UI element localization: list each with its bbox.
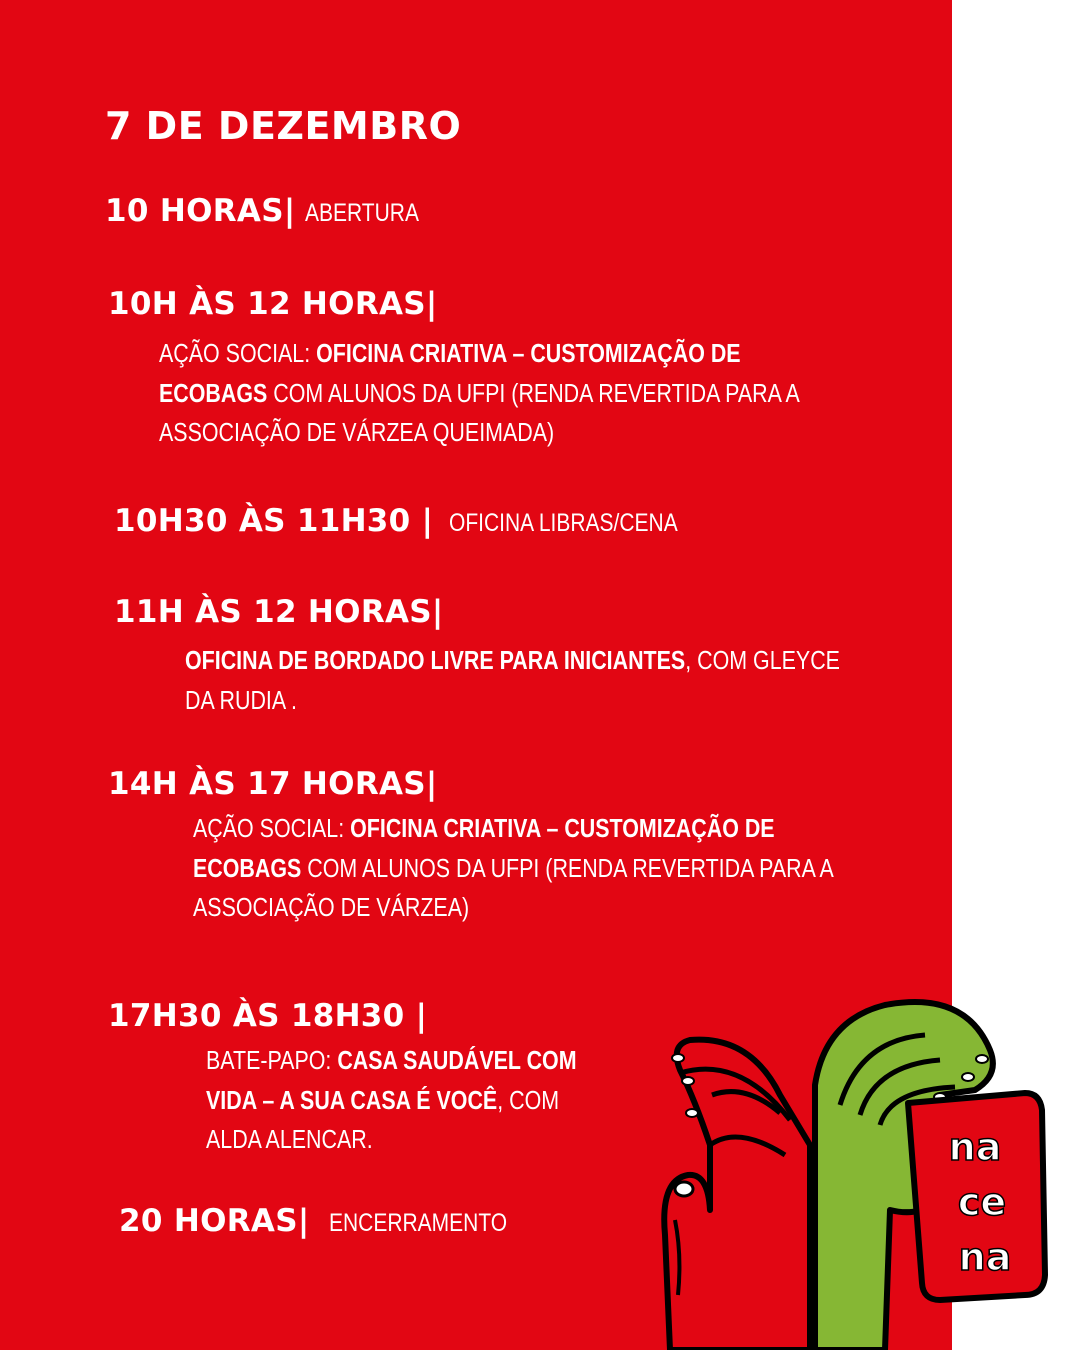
schedule-description xyxy=(185,642,840,721)
schedule-description xyxy=(159,335,800,454)
schedule-time: 10 HORAS| xyxy=(105,193,296,229)
logo-text: na xyxy=(948,1125,1002,1169)
page-title: 7 DE DEZEMBRO xyxy=(105,104,462,148)
desc-text: COM ALUNOS DA UFPI (RENDA REVERTIDA PARA A xyxy=(301,854,834,883)
schedule-item-time xyxy=(108,286,438,322)
desc-bold: VIDA – A SUA CASA É VOCÊ xyxy=(206,1086,498,1115)
desc-bold: ECOBAGS xyxy=(193,854,302,883)
schedule-time: 10H30 ÀS 11H30 | xyxy=(114,503,434,539)
desc-bold: ECOBAGS xyxy=(159,379,268,408)
desc-prefix: BATE-PAPO: xyxy=(206,1047,338,1075)
desc-text: COM ALUNOS DA UFPI (RENDA REVERTIDA PARA A xyxy=(267,379,800,408)
schedule-time: 14H ÀS 17 HORAS| xyxy=(108,766,438,802)
schedule-item-libras xyxy=(114,503,722,539)
desc-text: ALDA ALENCAR. xyxy=(206,1126,373,1154)
logo-text: ce xyxy=(957,1180,1007,1224)
schedule-item-abertura xyxy=(105,193,441,229)
schedule-item-time xyxy=(108,766,438,802)
schedule-description xyxy=(193,810,834,929)
na-cena-logo xyxy=(908,1093,1045,1300)
schedule-item-encerramento xyxy=(119,1203,542,1239)
logo-text: na xyxy=(958,1235,1012,1279)
desc-text: ASSOCIAÇÃO DE VÁRZEA QUEIMADA) xyxy=(159,419,555,447)
schedule-item-time xyxy=(114,594,444,630)
desc-prefix: AÇÃO SOCIAL: xyxy=(193,815,351,843)
desc-text: , COM xyxy=(497,1086,560,1115)
schedule-description xyxy=(206,1042,577,1161)
schedule-time: 20 HORAS| xyxy=(119,1203,310,1239)
schedule-item-time xyxy=(108,998,427,1034)
desc-bold: OFICINA CRIATIVA – CUSTOMIZAÇÃO DE xyxy=(316,340,741,368)
schedule-time: 17H30 ÀS 18H30 | xyxy=(108,998,428,1034)
desc-prefix: AÇÃO SOCIAL: xyxy=(159,340,317,368)
desc-bold: OFICINA DE BORDADO LIVRE PARA INICIANTES xyxy=(185,647,686,675)
desc-text: ASSOCIAÇÃO DE VÁRZEA) xyxy=(193,894,470,922)
desc-bold: OFICINA CRIATIVA – CUSTOMIZAÇÃO DE xyxy=(350,815,775,843)
desc-bold: CASA SAUDÁVEL COM xyxy=(337,1047,577,1075)
schedule-time: 10H ÀS 12 HORAS| xyxy=(108,286,438,322)
red-hand-icon xyxy=(664,1040,810,1350)
schedule-time: 11H ÀS 12 HORAS| xyxy=(114,594,444,630)
schedule-activity: ABERTURA xyxy=(305,199,420,227)
schedule-activity: ENCERRAMENTO xyxy=(329,1209,508,1237)
desc-text: DA RUDIA . xyxy=(185,686,297,715)
schedule-activity: OFICINA LIBRAS/CENA xyxy=(449,509,678,537)
hands-illustration xyxy=(640,995,1060,1350)
desc-text: , COM GLEYCE xyxy=(685,647,840,675)
